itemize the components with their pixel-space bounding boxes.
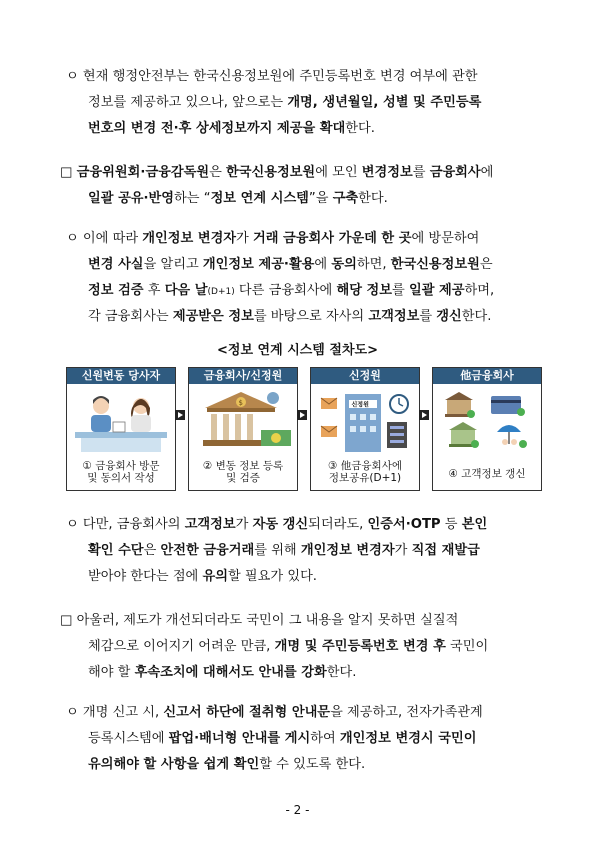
para4-line3 [88,568,317,586]
text-bold: 번호의 변경 전·후 상세정보까지 제공을 확대 [88,121,346,136]
text: 각 금융회사는 [88,309,173,324]
text-bold: 고객정보 [184,517,236,532]
text: 받아야 한다는 점에 [88,569,203,584]
text-bold: 다음 날 [164,283,208,298]
flow-step-caption [70,460,172,484]
flow-step-3 [310,367,420,491]
text: 한다. [461,309,492,324]
caption-line: ④ 고객정보 갱신 [448,468,526,480]
para1-line1: ㅇ 현재 행정안전부는 한국신용정보원에 주민등록번호 변경 여부에 관한 [66,69,478,84]
text: 한다. [326,665,357,680]
flow-arrow-icon [419,410,429,420]
flow-arrow-icon [175,410,185,420]
text: 하는 “ [174,191,211,206]
text-bold: 한국신용정보원 [390,257,480,272]
para3-line3 [88,282,494,301]
flow-step-header: 금융회사/신정원 [189,368,297,384]
text: 다른 금융회사에 [234,283,337,298]
caption-line: 및 동의서 작성 [87,472,155,484]
text: 정보를 제공하고 있으나, 앞으로는 [88,95,288,110]
text-bold: 일괄 제공 [408,283,465,298]
text: 할 필요가 있다. [227,569,317,584]
text-bold: 갱신 [436,309,462,324]
text: 은 [143,543,161,558]
text: 국민이 [445,639,489,654]
text-bold: 신고서 하단에 절취형 안내문 [163,705,331,720]
text: ㅇ 개명 신고 시, [66,705,164,720]
text: 하여 [310,731,340,746]
text: 후 [143,283,165,298]
text: ㅇ 이에 따라 [66,231,143,246]
text: 를 위해 [254,543,301,558]
text-bold: 개인정보 변경자 [142,231,237,246]
text: ㅇ 다만, 금융회사의 [66,517,185,532]
para1-line2 [88,94,481,112]
text-bold: 정보 검증 [88,283,144,298]
text-bold: 변경 사실 [88,257,144,272]
text: 에 방문하여 [411,231,480,246]
text-bold: 직접 재발급 [411,543,480,558]
text: 를 [392,283,409,298]
text: 에 [314,257,332,272]
text: 에 모인 [315,165,362,180]
text-bold: 고객정보 [368,309,420,324]
text-bold: 한국신용정보원 [226,165,316,180]
customer-consultation-illustration [69,388,173,454]
caption-line: ② 변동 정보 등록 [202,460,284,472]
text-bold: 후속조치에 대해서도 안내를 강화 [134,665,327,680]
text: 한다. [345,121,375,136]
text: 해야 할 [88,665,135,680]
other-financial-institutions-icon [435,388,539,454]
text: 은 [209,165,226,180]
text-bold: 안전한 금융거래 [160,543,255,558]
flow-step-header: 신정원 [311,368,419,384]
page-number: - 2 - [285,803,310,817]
text-bold: 팝업·배너형 안내를 게시 [168,731,311,746]
text-bold: 일괄 공유·반영 [88,191,175,206]
flow-step-4 [432,367,542,491]
para6-line3 [88,756,365,774]
text-small: (D+1) [207,287,235,297]
text: 을 제공하고, 전자가족관계 [330,705,483,720]
para1-line3 [88,120,375,138]
para3-line1 [66,230,479,248]
credit-info-office-icon [313,388,417,454]
para4-line1 [66,516,487,534]
text-bold: 개인정보 제공·활용 [202,257,315,272]
text: 하며, [464,283,495,298]
text: 할 수 있도록 한다. [259,757,366,772]
text: 하면, [356,257,391,272]
text: 가 [236,231,253,246]
text: 한다. [358,191,388,206]
flow-step-1 [66,367,176,491]
text-bold: 본인 [461,517,488,532]
text: 를 [412,165,430,180]
text-bold: 개명 및 주민등록번호 변경 후 [274,639,446,654]
text-bold: 유의 [202,569,228,584]
para6-line1 [66,704,483,722]
bullet: □ [60,165,77,180]
text-bold: 구축 [332,191,359,206]
text-bold: 금융위원회·금융감독원 [76,165,210,180]
flow-step-header: 他금융회사 [433,368,541,384]
flow-step-caption [314,460,416,484]
flow-step-header: 신원변동 당사자 [67,368,175,384]
building-sign-text: 신정원 [351,401,369,409]
text-bold: 제공받은 정보 [172,309,254,324]
para2-line2 [88,190,388,208]
caption-line: ③ 他금융회사에 [328,460,402,472]
flow-step-caption [192,460,294,484]
text-bold: 변경정보 [361,165,413,180]
flow-step-caption [436,468,538,480]
text: ”을 [308,191,333,206]
flow-title: <정보 연계 시스템 절차도> [217,343,378,358]
text-bold: 개명, 생년월일, 성별 및 주민등록 [287,95,482,110]
text-bold: 개인정보 변경자 [300,543,395,558]
para5-line3 [88,664,356,682]
bank-building-icon [191,388,295,454]
text: 을 알리고 [143,257,203,272]
caption-line: 정보공유(D+1) [328,472,402,484]
text: 등 [440,517,462,532]
text: 가 [235,517,253,532]
caption-line: ① 금융회사 방문 [82,460,160,472]
para3-line2 [88,256,493,274]
para5-line1: □ 아울러, 제도가 개선되더라도 국민이 그 내용을 알지 못하면 실질적 [60,613,459,628]
caption-line: 및 검증 [226,472,260,484]
text-bold: 동의 [331,257,357,272]
flow-step-2 [188,367,298,491]
svg-text:$: $ [238,399,243,407]
text-bold: 유의해야 할 사항을 쉽게 확인 [88,757,260,772]
text-bold: 개인정보 변경시 국민이 [339,731,477,746]
text-bold: 거래 금융회사 가운데 한 곳 [252,231,412,246]
text: 를 바탕으로 자사의 [253,309,369,324]
para5-line2 [88,638,488,656]
text: 등록시스템에 [88,731,169,746]
flow-arrow-icon [297,410,307,420]
text-bold: 해당 정보 [336,283,393,298]
text-bold: 인증서·OTP [367,517,441,532]
text-bold: 정보 연계 시스템 [210,191,309,206]
text: 체감으로 이어지기 어려운 만큼, [88,639,275,654]
text: 가 [394,543,412,558]
text-bold: 금융회사 [429,165,481,180]
text: 되더라도, [308,517,368,532]
text-bold: 확인 수단 [88,543,144,558]
text: 에 [480,165,494,180]
text-bold: 자동 갱신 [252,517,309,532]
para6-line2 [88,730,476,748]
para3-line4 [88,308,491,326]
text: 은 [479,257,493,272]
para2-line1 [60,164,493,182]
para4-line2 [88,542,480,560]
text: 를 [419,309,437,324]
